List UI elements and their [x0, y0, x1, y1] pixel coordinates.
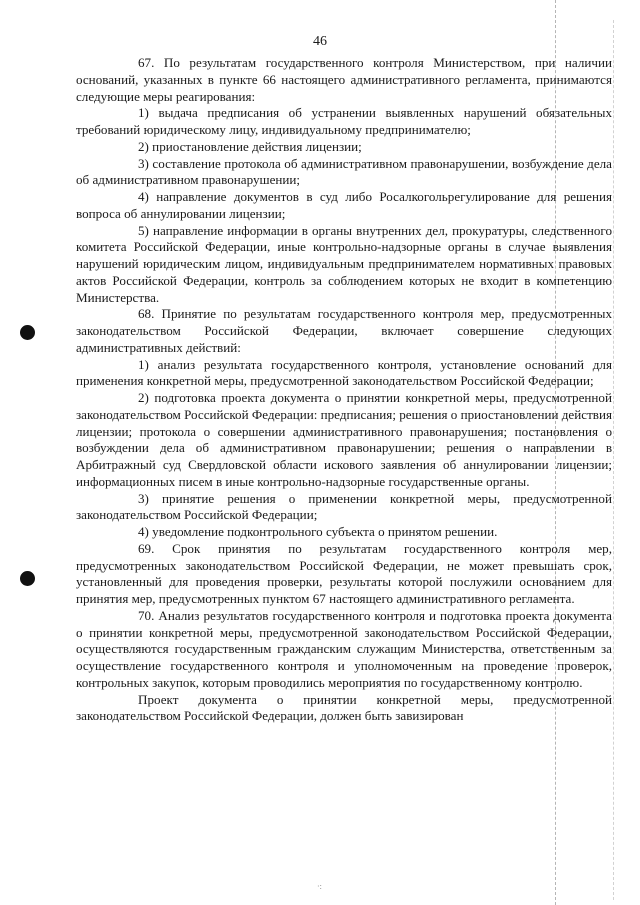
document-body: [76, 55, 612, 725]
list-item: 4) направление документов в суд либо Росалкогольрегулирование для решения вопроса об аннулировании лицензии;: [76, 189, 612, 221]
paragraph-67: 67. По результатам государственного контроля Министерством, при наличии оснований, указанных в пункте 66 настоящего административного регламента, принимаются следующие меры реагирования:: [76, 55, 612, 104]
list-item: 1) анализ результата государственного контроля, установление оснований для применения конкретной меры, предусмотренной законодательством Российской Федерации;: [76, 356, 612, 389]
paragraph-69: 69. Срок принятия по результатам государственного контроля мер, предусмотренных законодательством Российской Федерации, не может превышать срок, установленный для проведения проверки, результаты которой послужили основанием для принятия мер, предусмотренных пунктом 67 настоящего административного регламента.: [76, 540, 612, 606]
scan-speck: ·:: [317, 882, 322, 891]
scan-artifact-line: [613, 20, 615, 900]
list-item: 2) приостановление действия лицензии;: [138, 138, 362, 154]
page-number: 46: [313, 34, 327, 49]
paragraph-70: 70. Анализ результатов государственного контроля и подготовка проекта документа о принятии конкретной меры, предусмотренной законодательством Российской Федерации, осуществляются государственным гражданским служащим Министерства, ответственным за осуществление государственного контроля и уполномоченным на проведение проверок, контрольных закупок, которым проводились мероприятия по государственному контролю.: [76, 607, 612, 690]
paragraph-draft-approval: Проект документа о принятии конкретной меры, предусмотренной законодательством Российской Федерации, должен быть завизирован: [76, 691, 612, 724]
list-item: 2) подготовка проекта документа о принятии конкретной меры, предусмотренной законодательством Российской Федерации: предписания; решения о приостановлении действия лицензии; протокола о совершении административного правонарушения; постановления о возбуждении дела об административном правонарушении; решения о направлении в Арбитражный суд Свердловской области искового заявления об аннулировании лицензии; информационных писем в иные контрольно-надзорные государственные органы.: [76, 390, 612, 489]
list-item: 1) выдача предписания об устранении выявленных нарушений обязательных требований юридическому лицу, индивидуальному предпринимателю;: [76, 105, 612, 137]
list-item: 3) составление протокола об административном правонарушении, возбуждение дела об административном правонарушении;: [76, 155, 612, 188]
list-item: 3) принятие решения о применении конкретной меры, предусмотренной законодательством Российской Федерации;: [76, 490, 612, 523]
binder-hole-mark: [20, 325, 35, 340]
list-item: 5) направление информации в органы внутренних дел, прокуратуры, следственного комитета Российской Федерации, иные контрольно-надзорные органы в случае выявления нарушений юридическим лицом, индивидуальным предпринимателем нормативных правовых актов Российской Федерации, контроль за соблюдением которых не входит в компетенцию Министерства.: [76, 222, 612, 305]
list-item: 4) уведомление подконтрольного субъекта о принятом решении.: [138, 524, 498, 539]
paragraph-68: 68. Принятие по результатам государственного контроля мер, предусмотренных законодательством Российской Федерации, включает совершение следующих административных действий:: [76, 306, 612, 355]
binder-hole-mark: [20, 571, 35, 586]
